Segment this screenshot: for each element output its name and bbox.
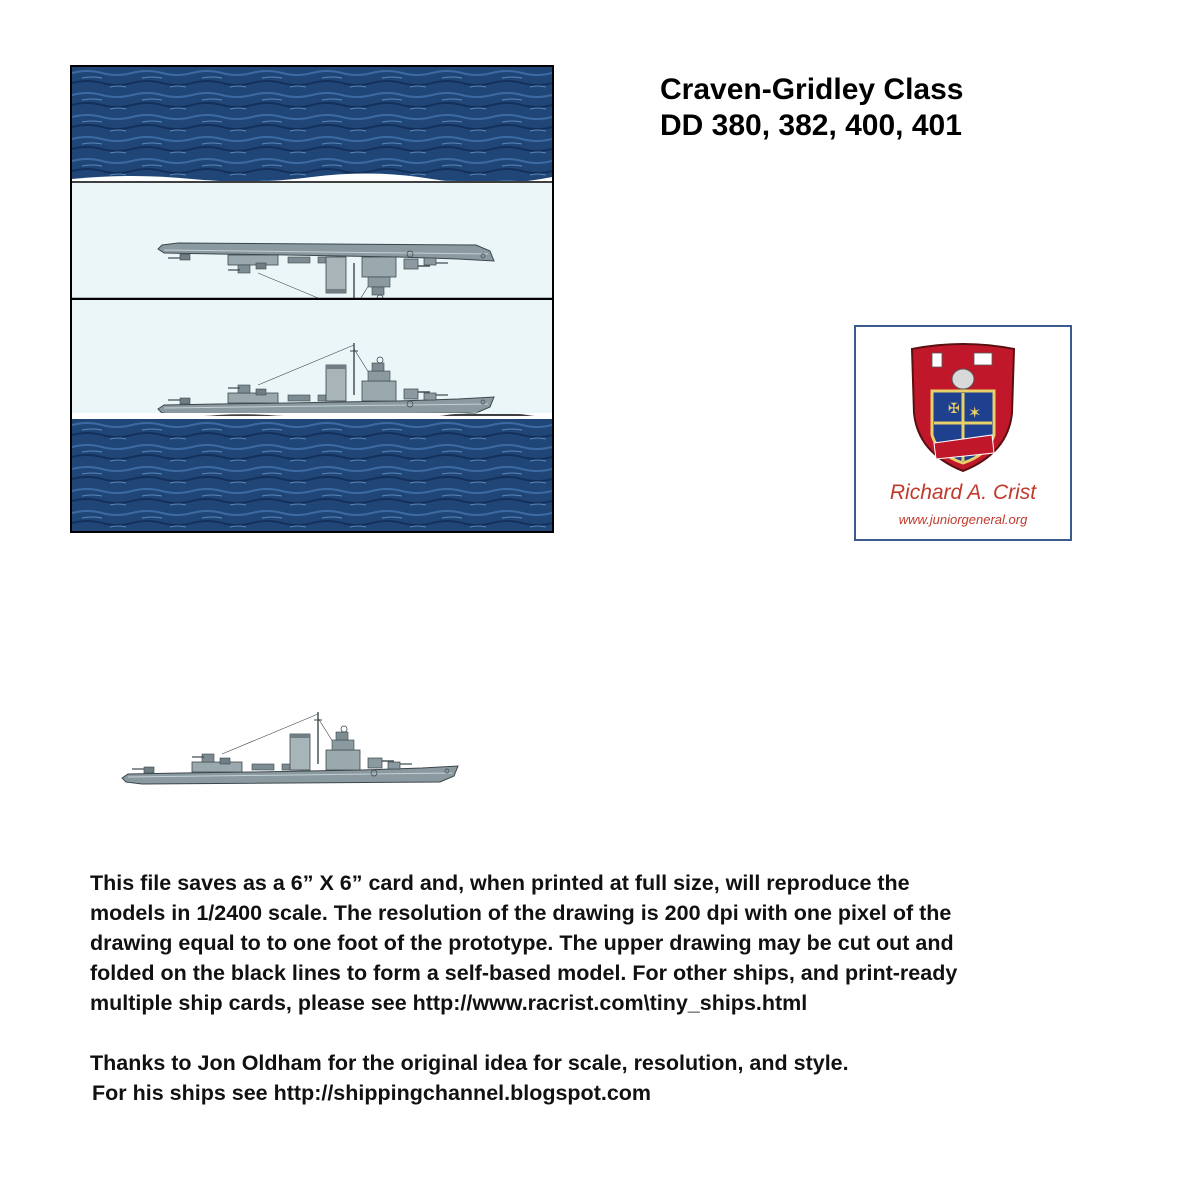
thanks-line: Thanks to Jon Oldham for the original idea for scale, resolution, and style. — [90, 1051, 849, 1075]
description-line: models in 1/2400 scale. The resolution of the drawing is 200 dpi with one pixel of the — [90, 901, 952, 925]
svg-text:✠: ✠ — [948, 401, 960, 417]
thanks-line: For his ships see http://shippingchannel.blogspot.com — [92, 1081, 652, 1105]
sea-top — [72, 67, 552, 181]
hull-panel-top — [72, 181, 552, 299]
description-line: This file saves as a 6” X 6” card and, when printed at full size, will reproduce the — [90, 871, 910, 895]
author-website: www.juniorgeneral.org — [898, 512, 1028, 527]
ship-silhouette-icon — [118, 686, 478, 796]
sea-bottom — [72, 419, 552, 531]
author-badge — [854, 325, 1072, 541]
title-class-name: Craven-Gridley Class — [660, 73, 964, 106]
title-hull-numbers: DD 380, 382, 400, 401 — [660, 109, 962, 142]
ship-card-drawing — [72, 67, 552, 531]
description-line: drawing equal to to one foot of the prototype. The upper drawing may be cut out and — [90, 931, 954, 955]
ship-card — [70, 65, 554, 533]
description-text — [90, 868, 1150, 1108]
svg-text:✶: ✶ — [968, 403, 982, 422]
page-title — [660, 72, 963, 144]
author-name: Richard A. Crist — [889, 481, 1037, 504]
description-line: folded on the black lines to form a self-based model. For other ships, and print-ready — [90, 961, 958, 985]
description-line: multiple ship cards, please see http://www.racrist.com\tiny_ships.html — [90, 991, 808, 1015]
crest-icon — [908, 343, 1018, 473]
